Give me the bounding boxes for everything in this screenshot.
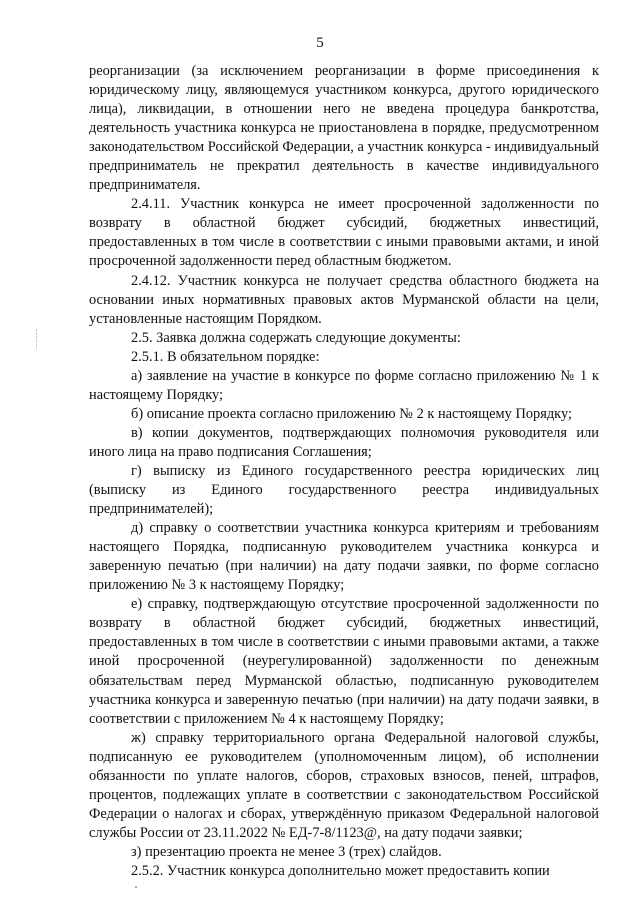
paragraph-continuation: реорганизации (за исключением реорганизации в форме присоединения к юридическому лицу, являющемуся участником конкурса, другого юридического лица), ликвидации, в отношении него не введена процедура банкротства, деятельность участника конкурса не приостановлена в порядке, предусмотренном законодательством Российской Федерации, а участник конкурса - индивидуальный предприниматель не прекратил деятельность в качестве индивидуального предпринимателя.	[89, 63, 599, 194]
paragraph-2-5: 2.5. Заявка должна содержать следующие документы:	[131, 329, 461, 346]
paragraph-2-4-11: 2.4.11. Участник конкурса не имеет просроченной задолженности по возврату в областной бюджет субсидий, бюджетных инвестиций, предоставленных в том числе в соответствии с иными правовыми актами, и иной просроченной задолженности перед областным бюджетом.	[89, 196, 599, 270]
list-item-z: з) презентацию проекта не менее 3 (трех) слайдов.	[131, 843, 442, 860]
list-item-d: д) справку о соответствии участника конкурса критериям и требованиям настоящего Порядка, подписанную руководителем участника конкурса и заверенную печатью (при наличии) на дату подачи заявки, по форме согласно приложению № 3 к настоящему Порядку;	[89, 520, 599, 594]
list-item-v: в) копии документов, подтверждающих полномочия руководителя или иного лица на право подписания Соглашения;	[89, 424, 599, 460]
body-text	[89, 62, 599, 881]
scan-speck	[135, 886, 137, 888]
list-item-b: б) описание проекта согласно приложению № 2 к настоящему Порядку;	[131, 405, 572, 422]
list-item-a: а) заявление на участие в конкурсе по форме согласно приложению № 1 к настоящему Порядку;	[89, 367, 599, 403]
list-item-g: г) выписку из Единого государственного реестра юридических лиц (выписку из Единого государственного реестра индивидуальных предпринимателей);	[89, 462, 599, 518]
page-number: 5	[316, 35, 324, 51]
paragraph-2-5-2: 2.5.2. Участник конкурса дополнительно может предоставить копии	[131, 862, 550, 879]
paragraph-2-5-1: 2.5.1. В обязательном порядке:	[131, 348, 320, 365]
list-item-e: е) справку, подтверждающую отсутствие просроченной задолженности по возврату в областной бюджет субсидий, бюджетных инвестиций, предоставленных в том числе в соответствии с иными правовыми актами, а также иной просроченной (неурегулированной) задолженности по денежным обязательствам перед Мурманской областью, подписанную руководителем участника конкурса и заверенную печатью (при наличии) на дату подачи заявки, в соответствии с приложением № 4 к настоящему Порядку;	[89, 596, 599, 727]
paragraph-2-4-12: 2.4.12. Участник конкурса не получает средства областного бюджета на основании иных нормативных правовых актов Мурманской области на цели, установленные настоящим Порядком.	[89, 272, 599, 327]
scan-artifact	[36, 329, 41, 349]
list-item-zh: ж) справку территориального органа Федеральной налоговой службы, подписанную ее руководителем (уполномоченным лицом), об исполнении обязанности по уплате налогов, сборов, страховых взносов, пеней, штрафов, процентов, подлежащих уплате в соответствии с законодательством Российской Федерации о налогах и сборах, утверждённую приказом Федеральной налоговой службы России от 23.11.2022 № ЕД-7-8/1123@, на дату подачи заявки;	[89, 729, 599, 841]
